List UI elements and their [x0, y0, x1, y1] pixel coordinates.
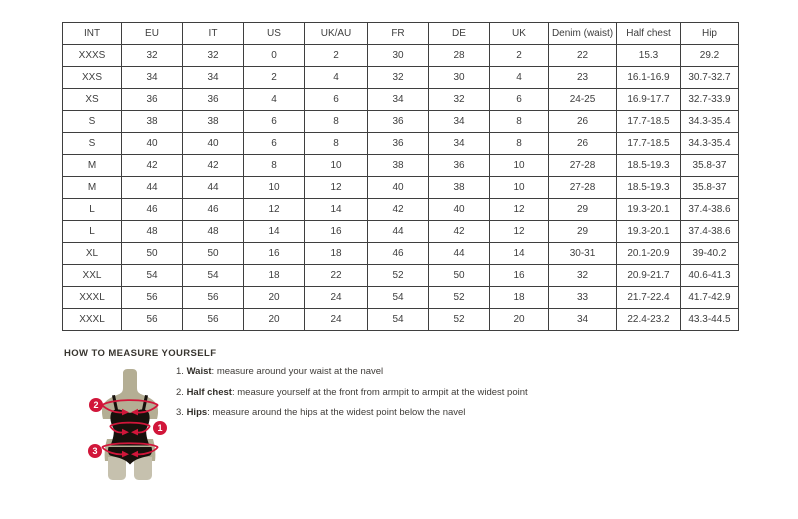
table-cell: 40: [183, 133, 244, 155]
table-cell: 36: [368, 111, 429, 133]
table-cell: 30: [368, 45, 429, 67]
table-cell: 12: [490, 199, 549, 221]
table-cell: 24: [305, 309, 368, 331]
table-cell: 40: [429, 199, 490, 221]
table-cell: 54: [368, 309, 429, 331]
column-header: DE: [429, 23, 490, 45]
table-cell: 29.2: [681, 45, 739, 67]
table-cell: 37.4-38.6: [681, 199, 739, 221]
table-row: [63, 155, 739, 177]
table-cell: L: [63, 221, 122, 243]
table-cell: S: [63, 133, 122, 155]
table-cell: 29: [549, 221, 617, 243]
size-table-body: [63, 45, 739, 331]
table-row: [63, 221, 739, 243]
table-cell: 36: [122, 89, 183, 111]
mannequin-figure: [72, 367, 190, 482]
table-cell: 50: [429, 265, 490, 287]
table-cell: 27-28: [549, 177, 617, 199]
table-cell: 17.7-18.5: [617, 133, 681, 155]
table-cell: 43.3-44.5: [681, 309, 739, 331]
table-cell: 8: [244, 155, 305, 177]
table-cell: 16.9-17.7: [617, 89, 681, 111]
column-header: US: [244, 23, 305, 45]
table-cell: XL: [63, 243, 122, 265]
table-cell: 6: [305, 89, 368, 111]
item-term: Waist: [186, 366, 212, 377]
table-cell: 20.1-20.9: [617, 243, 681, 265]
table-cell: 34: [429, 133, 490, 155]
table-cell: 56: [183, 309, 244, 331]
table-cell: 33: [549, 287, 617, 309]
table-cell: 4: [305, 67, 368, 89]
table-cell: 16: [244, 243, 305, 265]
table-cell: 6: [490, 89, 549, 111]
table-cell: 35.8-37: [681, 177, 739, 199]
table-cell: 54: [122, 265, 183, 287]
table-cell: 4: [244, 89, 305, 111]
table-cell: L: [63, 199, 122, 221]
table-cell: 50: [183, 243, 244, 265]
table-cell: XXXS: [63, 45, 122, 67]
column-header: Hip: [681, 23, 739, 45]
table-cell: 18.5-19.3: [617, 155, 681, 177]
table-cell: 44: [183, 177, 244, 199]
table-cell: 2: [490, 45, 549, 67]
table-cell: 32: [549, 265, 617, 287]
table-cell: 40: [368, 177, 429, 199]
table-cell: 46: [183, 199, 244, 221]
size-table-head-row: [63, 23, 739, 45]
table-cell: 46: [368, 243, 429, 265]
table-row: [63, 309, 739, 331]
table-row: [63, 111, 739, 133]
table-cell: 32: [429, 89, 490, 111]
table-row: [63, 265, 739, 287]
table-cell: 2: [305, 45, 368, 67]
table-cell: 54: [368, 287, 429, 309]
table-cell: 22: [305, 265, 368, 287]
table-cell: 38: [368, 155, 429, 177]
table-cell: 42: [368, 199, 429, 221]
table-cell: 34: [183, 67, 244, 89]
table-cell: 54: [183, 265, 244, 287]
measure-list-item: [176, 387, 528, 398]
table-row: [63, 243, 739, 265]
table-cell: 26: [549, 133, 617, 155]
table-cell: 52: [429, 287, 490, 309]
table-row: [63, 67, 739, 89]
table-cell: 38: [183, 111, 244, 133]
measure-list: [176, 366, 528, 428]
table-cell: XXL: [63, 265, 122, 287]
table-cell: 18: [490, 287, 549, 309]
table-cell: 8: [305, 133, 368, 155]
table-cell: 21.7-22.4: [617, 287, 681, 309]
table-cell: 14: [305, 199, 368, 221]
table-cell: 6: [244, 133, 305, 155]
table-cell: 20.9-21.7: [617, 265, 681, 287]
item-text: : measure yourself at the front from armpit to armpit at the widest point: [231, 386, 528, 398]
table-cell: XXXL: [63, 287, 122, 309]
table-cell: 24-25: [549, 89, 617, 111]
table-cell: 48: [122, 221, 183, 243]
waist-measure-badge: 1: [153, 421, 167, 435]
table-cell: 42: [429, 221, 490, 243]
table-cell: 32: [183, 45, 244, 67]
item-term: Half chest: [186, 386, 232, 398]
table-cell: 23: [549, 67, 617, 89]
table-cell: 24: [305, 287, 368, 309]
table-cell: 40.6-41.3: [681, 265, 739, 287]
table-row: [63, 199, 739, 221]
table-cell: 32: [122, 45, 183, 67]
table-cell: 12: [244, 199, 305, 221]
table-cell: 29: [549, 199, 617, 221]
table-cell: 42: [122, 155, 183, 177]
table-cell: 14: [490, 243, 549, 265]
table-cell: 18.5-19.3: [617, 177, 681, 199]
table-cell: 18: [305, 243, 368, 265]
column-header: UK: [490, 23, 549, 45]
table-cell: 44: [122, 177, 183, 199]
table-cell: 16: [305, 221, 368, 243]
column-header: EU: [122, 23, 183, 45]
column-header: IT: [183, 23, 244, 45]
table-cell: 2: [244, 67, 305, 89]
table-cell: 0: [244, 45, 305, 67]
table-cell: 10: [490, 155, 549, 177]
item-number: 1.: [176, 366, 187, 377]
table-row: [63, 287, 739, 309]
table-cell: 34.3-35.4: [681, 111, 739, 133]
table-cell: 28: [429, 45, 490, 67]
table-cell: 40: [122, 133, 183, 155]
table-cell: 36: [368, 133, 429, 155]
table-cell: 36: [429, 155, 490, 177]
table-cell: 35.8-37: [681, 155, 739, 177]
table-cell: 37.4-38.6: [681, 221, 739, 243]
table-cell: 17.7-18.5: [617, 111, 681, 133]
column-header: Half chest: [617, 23, 681, 45]
item-number: 2.: [176, 386, 187, 398]
table-cell: 39-40.2: [681, 243, 739, 265]
measure-title: HOW TO MEASURE YOURSELF: [64, 348, 217, 359]
table-row: [63, 45, 739, 67]
table-cell: 8: [490, 111, 549, 133]
table-cell: 56: [183, 287, 244, 309]
table-cell: 19.3-20.1: [617, 221, 681, 243]
table-cell: 10: [490, 177, 549, 199]
hips-measure-badge: 3: [88, 444, 102, 458]
table-cell: 56: [122, 309, 183, 331]
item-number: 3.: [176, 407, 187, 418]
table-cell: S: [63, 111, 122, 133]
table-cell: 27-28: [549, 155, 617, 177]
table-cell: 34: [122, 67, 183, 89]
measure-list-item: [176, 366, 528, 377]
table-row: [63, 133, 739, 155]
table-cell: XXXL: [63, 309, 122, 331]
table-cell: 8: [490, 133, 549, 155]
table-cell: 10: [244, 177, 305, 199]
table-cell: 30-31: [549, 243, 617, 265]
table-cell: XS: [63, 89, 122, 111]
item-term: Hips: [186, 407, 208, 418]
table-cell: 12: [490, 221, 549, 243]
table-row: [63, 177, 739, 199]
table-cell: 10: [305, 155, 368, 177]
table-cell: 12: [305, 177, 368, 199]
table-cell: M: [63, 177, 122, 199]
table-cell: 20: [244, 287, 305, 309]
table-cell: 14: [244, 221, 305, 243]
table-cell: 50: [122, 243, 183, 265]
table-cell: 41.7-42.9: [681, 287, 739, 309]
table-cell: 56: [122, 287, 183, 309]
table-cell: 38: [122, 111, 183, 133]
table-cell: 46: [122, 199, 183, 221]
table-cell: 34: [368, 89, 429, 111]
table-cell: 52: [368, 265, 429, 287]
table-cell: 18: [244, 265, 305, 287]
table-cell: 22.4-23.2: [617, 309, 681, 331]
chest-measure-badge: 2: [89, 398, 103, 412]
table-cell: 44: [368, 221, 429, 243]
table-cell: 8: [305, 111, 368, 133]
table-cell: 34.3-35.4: [681, 133, 739, 155]
table-cell: 30.7-32.7: [681, 67, 739, 89]
table-cell: 26: [549, 111, 617, 133]
column-header: FR: [368, 23, 429, 45]
table-cell: 6: [244, 111, 305, 133]
table-cell: 38: [429, 177, 490, 199]
table-cell: 42: [183, 155, 244, 177]
item-text: : measure around your waist at the navel: [211, 366, 384, 377]
table-cell: 20: [490, 309, 549, 331]
table-cell: 44: [429, 243, 490, 265]
measure-list-item: [176, 407, 528, 418]
table-cell: M: [63, 155, 122, 177]
table-cell: 16: [490, 265, 549, 287]
table-cell: 22: [549, 45, 617, 67]
table-cell: 32: [368, 67, 429, 89]
table-cell: 34: [549, 309, 617, 331]
column-header: UK/AU: [305, 23, 368, 45]
column-header: INT: [63, 23, 122, 45]
table-cell: 4: [490, 67, 549, 89]
table-cell: 20: [244, 309, 305, 331]
table-cell: 16.1-16.9: [617, 67, 681, 89]
table-cell: XXS: [63, 67, 122, 89]
table-cell: 52: [429, 309, 490, 331]
table-cell: 30: [429, 67, 490, 89]
size-chart-table: [62, 22, 739, 331]
table-cell: 15.3: [617, 45, 681, 67]
column-header: Denim (waist): [549, 23, 617, 45]
table-cell: 34: [429, 111, 490, 133]
table-cell: 32.7-33.9: [681, 89, 739, 111]
table-cell: 48: [183, 221, 244, 243]
table-row: [63, 89, 739, 111]
table-cell: 19.3-20.1: [617, 199, 681, 221]
table-cell: 36: [183, 89, 244, 111]
item-text: : measure around the hips at the widest point below the navel: [207, 407, 466, 418]
